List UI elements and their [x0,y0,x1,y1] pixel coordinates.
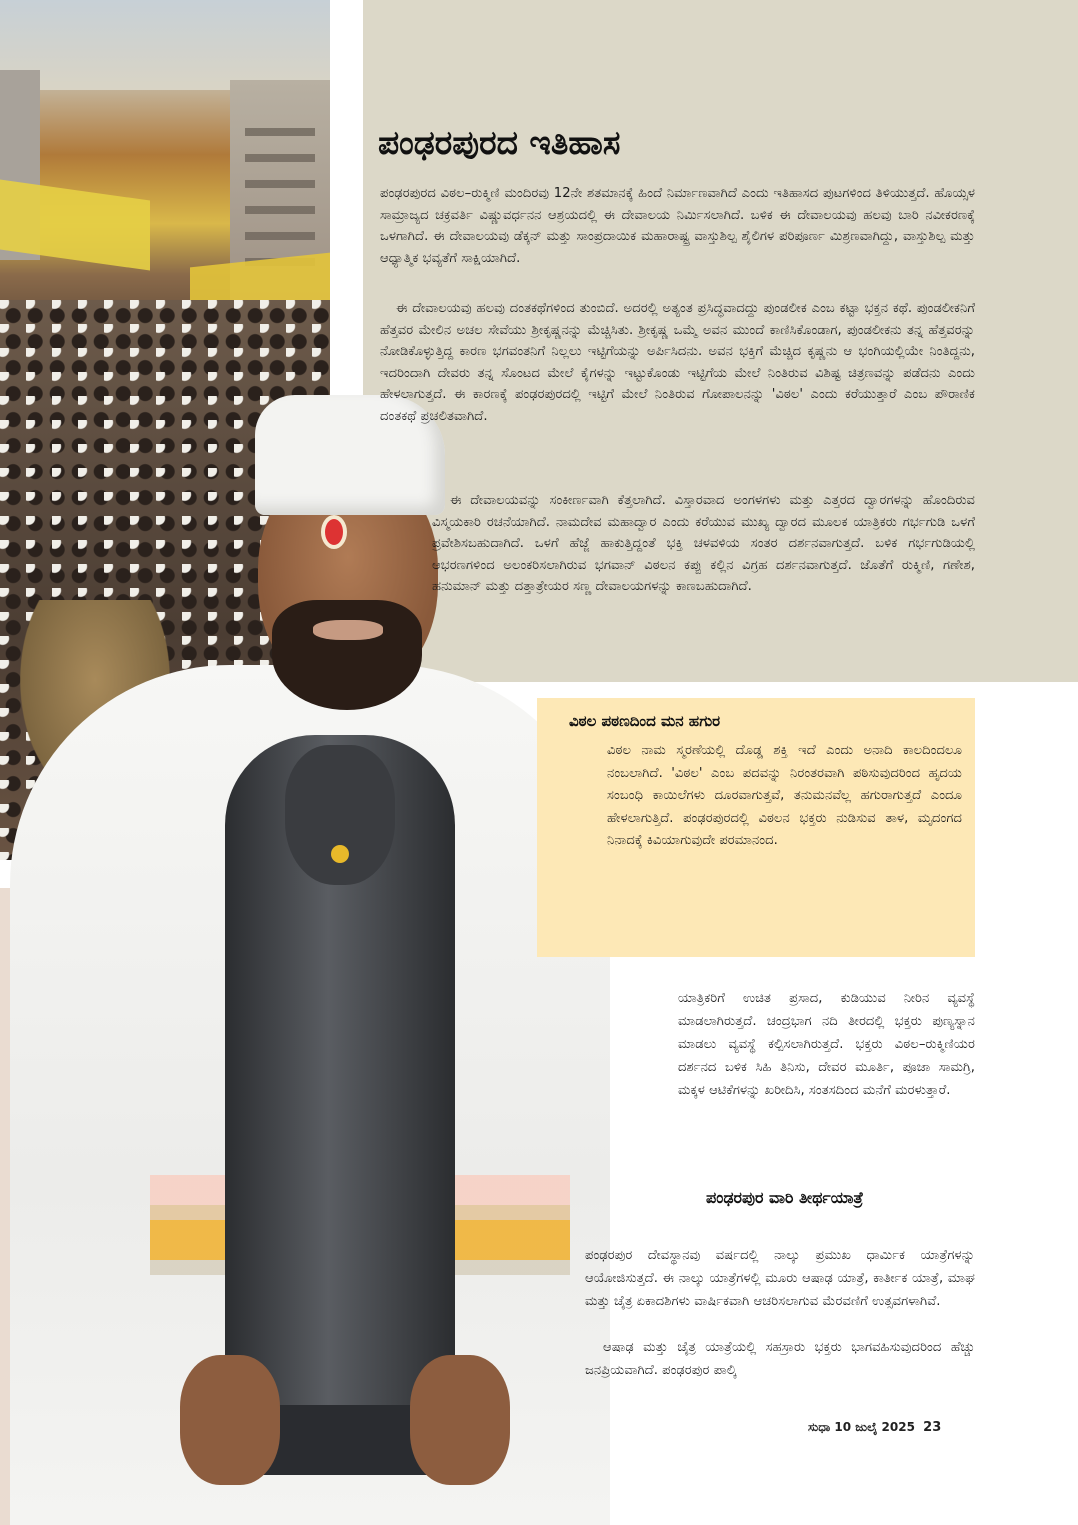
boxout-text: ವಿಠಲ ನಾಮ ಸ್ಮರಣೆಯಲ್ಲಿ ದೊಡ್ಡ ಶಕ್ತಿ ಇದೆ ಎಂದು ಅನಾದಿ ಕಾಲದಿಂದಲೂ ನಂಬಲಾಗಿದೆ. 'ವಿಠಲ' ಎಂಬ ಪದವನ್ನು ನಿರಂತರವಾಗಿ ಪಠಿಸುವುದರಿಂದ ಹೃದಯ ಸಂಬಂಧಿ ಕಾಯಿಲೆಗಳು ದೂರವಾಗುತ್ತವೆ, ತನುಮನವೆಲ್ಲ ಹಗುರಾಗುತ್ತದೆ ಎಂದೂ ಹೇಳಲಾಗುತ್ತಿದೆ. ಪಂಢರಪುರದಲ್ಲಿ ವಿಠಲನ ಭಕ್ತರು ನುಡಿಸುವ ತಾಳ, ಮೃದಂಗದ ನಿನಾದಕ್ಕೆ ಕಿವಿಯಾಗುವುದೇ ಪರಮಾನಂದ. [607,743,962,849]
magazine-issue: ಸುಧಾ 10 ಜುಲೈ 2025 [808,1420,915,1434]
sidebar-boxout [537,698,975,957]
article-paragraph-facilities: ಯಾತ್ರಿಕರಿಗೆ ಉಚಿತ ಪ್ರಸಾದ, ಕುಡಿಯುವ ನೀರಿನ ವ್ಯವಸ್ಥೆ ಮಾಡಲಾಗಿರುತ್ತದೆ. ಚಂದ್ರಭಾಗ ನದಿ ತೀರದಲ್ಲಿ ಭಕ್ತರು ಪುಣ್ಯಸ್ನಾನ ಮಾಡಲು ವ್ಯವಸ್ಥೆ ಕಲ್ಪಿಸಲಾಗಿರುತ್ತದೆ. ಭಕ್ತರು ವಿಠಲ–ರುಕ್ಮಿಣಿಯರ ದರ್ಶನದ ಬಳಿಕ ಸಿಹಿ ತಿನಿಸು, ದೇವರ ಮೂರ್ತಿ, ಪೂಜಾ ಸಾಮಗ್ರಿ, ಮಕ್ಕಳ ಆಟಿಕೆಗಳನ್ನು ಖರೀದಿಸಿ, ಸಂತಸದಿಂದ ಮನೆಗೆ ಮರಳುತ್ತಾರೆ. [678,991,975,1098]
section-subheading: ಪಂಢರಪುರ ವಾರಿ ತೀರ್ಥಯಾತ್ರೆ [706,1188,864,1207]
article-paragraph-legend: ಈ ದೇವಾಲಯವು ಹಲವು ದಂತಕಥೆಗಳಿಂದ ತುಂಬಿದೆ. ಅದರಲ್ಲಿ ಅತ್ಯಂತ ಪ್ರಸಿದ್ಧವಾದದ್ದು ಪುಂಡಲೀಕ ಎಂಬ ಕಟ್ಟಾ ಭಕ್ತನ ಕಥೆ. ಪುಂಡಲೀಕನಿಗೆ ಹೆತ್ತವರ ಮೇಲಿನ ಅಚಲ ಸೇವೆಯು ಶ್ರೀಕೃಷ್ಣನನ್ನು ಮೆಚ್ಚಿಸಿತು. ಶ್ರೀಕೃಷ್ಣ ಒಮ್ಮೆ ಅವನ ಮುಂದೆ ಕಾಣಿಸಿಕೊಂಡಾಗ, ಪುಂಡಲೀಕನು ತನ್ನ ಹೆತ್ತವರನ್ನು ನೋಡಿಕೊಳ್ಳುತ್ತಿದ್ದ ಕಾರಣ ಭಗವಂತನಿಗೆ ನಿಲ್ಲಲು ಇಟ್ಟಿಗೆಯನ್ನು ಅರ್ಪಿಸಿದನು. ಅವನ ಭಕ್ತಿಗೆ ಮೆಚ್ಚಿದ ಕೃಷ್ಣನು ಆ ಭಂಗಿಯಲ್ಲಿಯೇ ನಿಂತಿದ್ದನು, ಇದರಿಂದಾಗಿ ದೇವರು ತನ್ನ ಸೊಂಟದ ಮೇಲೆ ಕೈಗಳನ್ನು ಇಟ್ಟುಕೊಂಡು ಇಟ್ಟಿಗೆಯ ಮೇಲೆ ನಿಂತಿರುವ ವಿಶಿಷ್ಟ ಚಿತ್ರಣವನ್ನು ಪಡೆದನು ಎಂದು ಹೇಳಲಾಗುತ್ತದೆ. ಈ ಕಾರಣಕ್ಕೆ ಪಂಢರಪುರದಲ್ಲಿ ಇಟ್ಟಿಗೆ ಮೇಲೆ ನಿಂತಿರುವ ಗೋಪಾಲನನ್ನು 'ವಿಠಲ' ಎಂದು ಕರೆಯುತ್ತಾರೆ ಎಂಬ ಪೌರಾಣಿಕ ದಂತಕಥೆ ಪ್ರಚಲಿತವಾಗಿದೆ. [380,301,975,424]
article-paragraph-architecture: ಈ ದೇವಾಲಯವನ್ನು ಸಂಕೀರ್ಣವಾಗಿ ಕೆತ್ತಲಾಗಿದೆ. ವಿಸ್ತಾರವಾದ ಅಂಗಳಗಳು ಮತ್ತು ಎತ್ತರದ ದ್ವಾರಗಳನ್ನು ಹೊಂದಿರುವ ವಿಸ್ಮಯಕಾರಿ ರಚನೆಯಾಗಿದೆ. ನಾಮದೇವ ಮಹಾದ್ವಾರ ಎಂದು ಕರೆಯುವ ಮುಖ್ಯ ದ್ವಾರದ ಮೂಲಕ ಯಾತ್ರಿಕರು ಗರ್ಭಗುಡಿ ಒಳಗೆ ಪ್ರವೇಶಿಸಬಹುದಾಗಿದೆ. ಒಳಗೆ ಹೆಜ್ಜೆ ಹಾಕುತ್ತಿದ್ದಂತೆ ಭಕ್ತಿ ಚಳವಳಿಯ ಸಂತರ ದರ್ಶನವಾಗುತ್ತದೆ. ಬಳಿಕ ಗರ್ಭಗುಡಿಯಲ್ಲಿ ಆಭರಣಗಳಿಂದ ಅಲಂಕರಿಸಲಾಗಿರುವ ಭಗವಾನ್ ವಿಠಲನ ಕಪ್ಪು ಕಲ್ಲಿನ ವಿಗ್ರಹ ದರ್ಶನವಾಗುತ್ತದೆ. ಜೊತೆಗೆ ರುಕ್ಮಿಣಿ, ಗಣೇಶ, ಹನುಮಾನ್ ಮತ್ತು ದತ್ತಾತ್ರೇಯರ ಸಣ್ಣ ದೇವಾಲಯಗಳನ್ನು ಕಾಣಬಹುದಾಗಿದೆ. [432,493,975,595]
page-footer [808,1420,941,1435]
boxout-heading: ವಿಠಲ ಪಠಣದಿಂದ ಮನ ಹಗುರ [569,712,721,730]
article-title: ಪಂಢರಪುರದ ಇತಿಹಾಸ [378,123,621,162]
article-paragraph-ashadha: ಆಷಾಢ ಮತ್ತು ಚೈತ್ರ ಯಾತ್ರೆಯಲ್ಲಿ ಸಹಸ್ರಾರು ಭಕ್ತರು ಭಾಗವಹಿಸುವುದರಿಂದ ಹೆಚ್ಚು ಜನಪ್ರಿಯವಾಗಿದೆ. ಪಂಢರಪುರ ಪಾಲ್ಕಿ [585,1340,975,1378]
article-paragraph-yatras: ಪಂಢರಪುರ ದೇವಸ್ಥಾನವು ವರ್ಷದಲ್ಲಿ ನಾಲ್ಕು ಪ್ರಮುಖ ಧಾರ್ಮಿಕ ಯಾತ್ರೆಗಳನ್ನು ಆಯೋಜಿಸುತ್ತದೆ. ಈ ನಾಲ್ಕು ಯಾತ್ರೆಗಳಲ್ಲಿ ಮೂರು ಆಷಾಢ ಯಾತ್ರೆ, ಕಾರ್ತೀಕ ಯಾತ್ರೆ, ಮಾಘ ಮತ್ತು ಚೈತ್ರ ಏಕಾದಶಿಗಳು ವಾರ್ಷಿಕವಾಗಿ ಆಚರಿಸಲಾಗುವ ಮೆರವಣಿಗೆ ಉತ್ಸವಗಳಾಗಿವೆ. [585,1248,975,1309]
article-paragraph-history: ಪಂಢರಪುರದ ವಿಠಲ–ರುಕ್ಮಿಣಿ ಮಂದಿರವು 12ನೇ ಶತಮಾನಕ್ಕೆ ಹಿಂದೆ ನಿರ್ಮಾಣವಾಗಿದೆ ಎಂದು ಇತಿಹಾಸದ ಪುಟಗಳಿಂದ ತಿಳಿಯುತ್ತದೆ. ಹೊಯ್ಸಳ ಸಾಮ್ರಾಜ್ಯದ ಚಕ್ರವರ್ತಿ ವಿಷ್ಣುವರ್ಧನನ ಆಶ್ರಯದಲ್ಲಿ ಈ ದೇವಾಲಯ ನಿರ್ಮಿಸಲಾಗಿದೆ. ಬಳಿಕ ಈ ದೇವಾಲಯವು ಹಲವು ಬಾರಿ ನವೀಕರಣಕ್ಕೆ ಒಳಗಾಗಿದೆ. ಈ ದೇವಾಲಯವು ಡೆಕ್ಕನ್ ಮತ್ತು ಸಾಂಪ್ರದಾಯಿಕ ಮಹಾರಾಷ್ಟ್ರ ವಾಸ್ತುಶಿಲ್ಪ ಶೈಲಿಗಳ ಪರಿಪೂರ್ಣ ಮಿಶ್ರಣವಾಗಿದ್ದು, ವಾಸ್ತುಶಿಲ್ಪ ಮತ್ತು ಆಧ್ಯಾತ್ಮಿಕ ಭವ್ಯತೆಗೆ ಸಾಕ್ಷಿಯಾಗಿದೆ. [380,186,975,266]
page-number: 23 [923,1420,942,1435]
